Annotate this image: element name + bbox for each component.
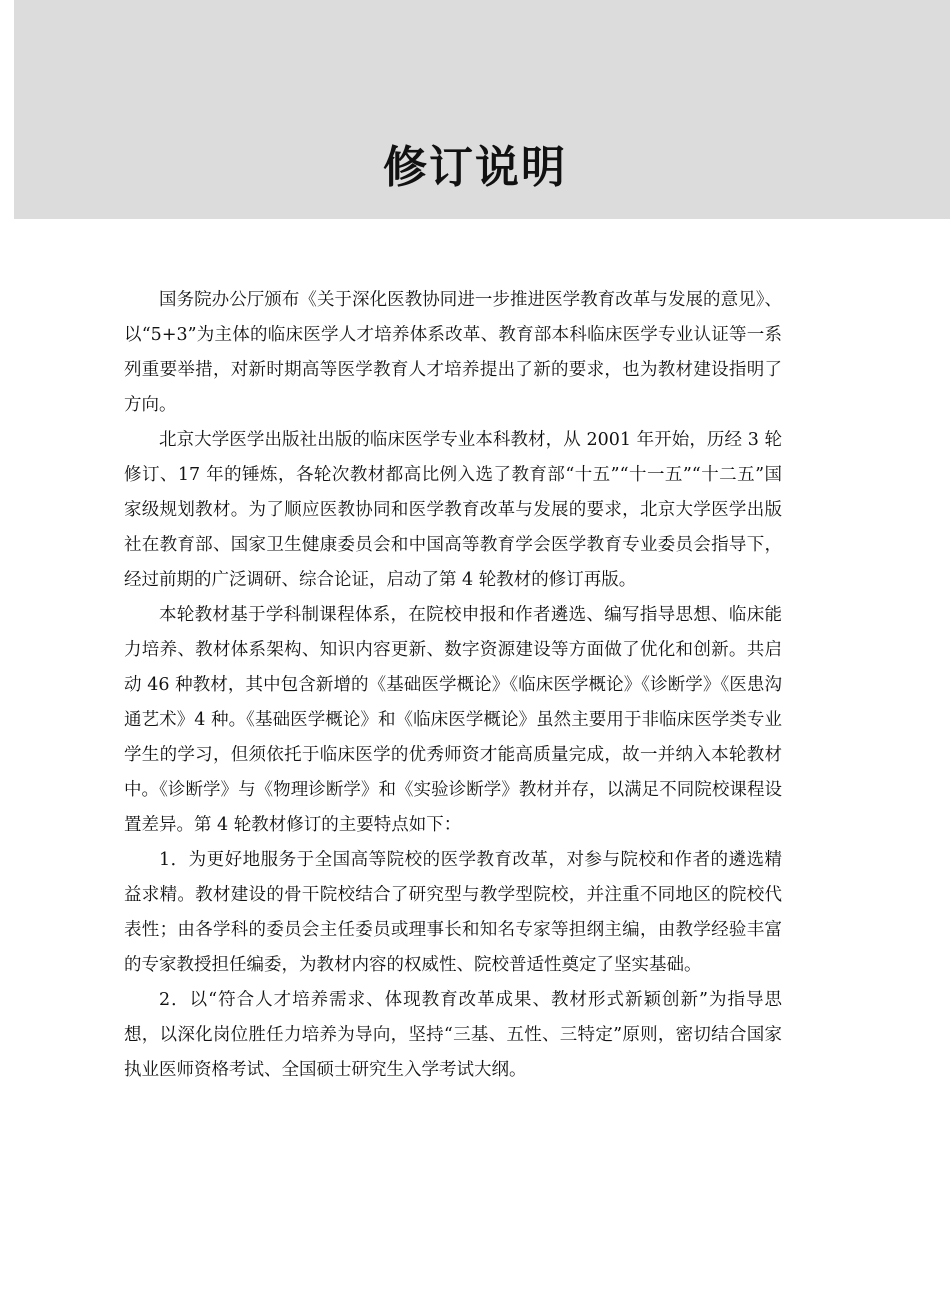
page-title: 修订说明 [383,142,567,193]
paragraph-history: 北京大学医学出版社出版的临床医学专业本科教材，从 2001 年开始，历经 3 轮修订、17 年的锤炼，各轮次教材都高比例入选了教育部“十五”“十一五”“十二五”国家级规划教材。为了顺应医教协同和医学教育改革与发展的要求，北京大学医学出版社在教育部、国家卫生健康委员会和中国高等教育学会医学教育专业委员会指导下，经过前期的广泛调研、综合论证，启动了第 4 轮教材的修订再版。 [124,430,782,590]
paragraph-intro: 国务院办公厅颁布《关于深化医教协同进一步推进医学教育改革与发展的意见》、以“5+3”为主体的临床医学人才培养体系改革、教育部本科临床医学专业认证等一系列重要举措，对新时期高等医学教育人才培养提出了新的要求，也为教材建设指明了方向。 [124,290,782,415]
paragraph-overview: 本轮教材基于学科制课程体系，在院校申报和作者遴选、编写指导思想、临床能力培养、教材体系架构、知识内容更新、数字资源建设等方面做了优化和创新。共启动 46 种教材，其中包含新增的《基础医学概论》《临床医学概论》《诊断学》《医患沟通艺术》4 种。《基础医学概论》和《临床医学概论》虽然主要用于非临床医学类专业学生的学习，但须依托于临床医学的优秀师资才能高质量完成，故一并纳入本轮教材中。《诊断学》与《物理诊断学》和《实验诊断学》教材并存，以满足不同院校课程设置差异。第 4 轮教材修订的主要特点如下： [124,605,782,835]
body-text [124,283,782,1088]
paragraph-feature-1: 1．为更好地服务于全国高等院校的医学教育改革，对参与院校和作者的遴选精益求精。教材建设的骨干院校结合了研究型与教学型院校，并注重不同地区的院校代表性；由各学科的委员会主任委员或理事长和知名专家等担纲主编，由教学经验丰富的专家教授担任编委，为教材内容的权威性、院校普适性奠定了坚实基础。 [124,850,782,975]
paragraph-feature-2: 2．以“符合人才培养需求、体现教育改革成果、教材形式新颖创新”为指导思想，以深化岗位胜任力培养为导向，坚持“三基、五性、三特定”原则，密切结合国家执业医师资格考试、全国硕士研究生入学考试大纲。 [124,990,782,1080]
